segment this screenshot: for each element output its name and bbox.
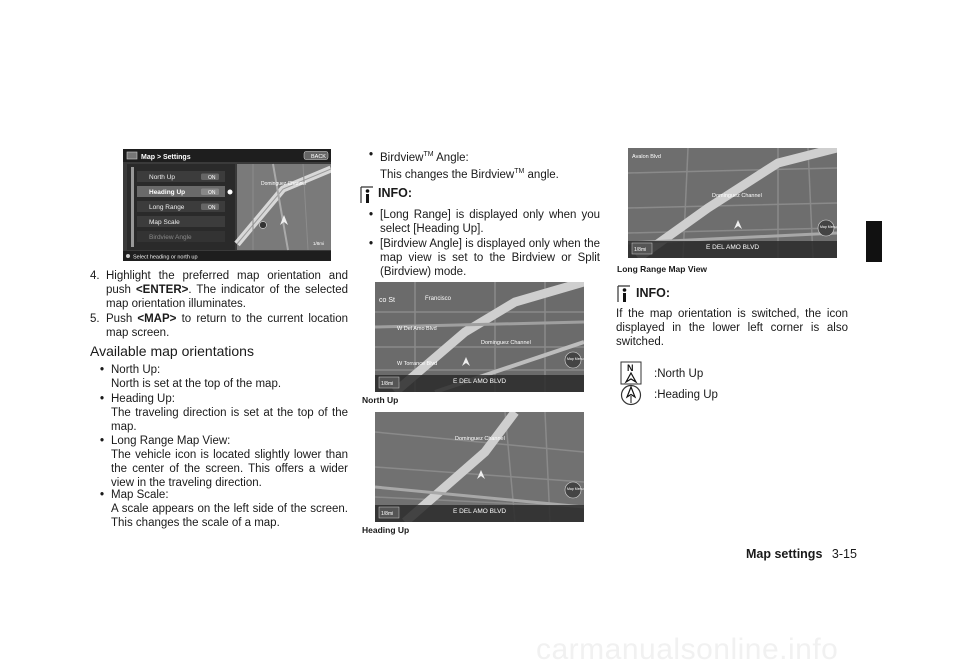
svg-text:Map Menu: Map Menu: [567, 357, 584, 361]
settings-title: Map > Settings: [141, 154, 191, 161]
chapter-tab: [866, 221, 882, 262]
info-bullet-2: • [Birdview Angle] is displayed only when the map view is set to the Birdview or Split (Birdview) mode.: [369, 238, 600, 278]
heading-up-map: [375, 412, 584, 522]
info-bullet-1: • [Long Range] is displayed only when you select [Heading Up].: [369, 209, 600, 235]
svg-text:Map Menu: Map Menu: [820, 225, 837, 229]
svg-text:N: N: [627, 363, 634, 373]
bullet-map-scale: • Map Scale: A scale appears on the left side of the screen. This changes the scale of a map.: [100, 489, 348, 529]
svg-text:1/8mi: 1/8mi: [634, 247, 647, 253]
svg-text:Dominguez Channel: Dominguez Channel: [481, 340, 531, 346]
menu-row-heading-up[interactable]: [137, 186, 233, 197]
svg-text:Map Menu: Map Menu: [567, 487, 584, 491]
bullet-north-up: • North Up: North is set at the top of the map.: [100, 364, 282, 390]
footer-section: Map settings: [746, 547, 823, 561]
svg-text:E DEL AMO BLVD: E DEL AMO BLVD: [706, 244, 760, 251]
section-heading: Available map orientations: [90, 343, 254, 359]
svg-text:Heading Up: Heading Up: [149, 189, 186, 196]
svg-text:E DEL AMO BLVD: E DEL AMO BLVD: [453, 508, 507, 515]
north-up-map: [375, 282, 584, 392]
svg-text:Dominguez Channel: Dominguez Channel: [455, 436, 505, 442]
info-icon-2: [617, 285, 631, 303]
heading-up-caption: Heading Up: [362, 525, 410, 535]
svg-text:ON: ON: [208, 175, 216, 181]
svg-text:Birdview Angle: Birdview Angle: [149, 234, 192, 241]
back-label: BACK: [311, 154, 326, 160]
svg-text:W Del Amo Blvd: W Del Amo Blvd: [397, 326, 437, 332]
svg-text:1/8mi: 1/8mi: [381, 381, 394, 387]
svg-text:Francisco: Francisco: [425, 296, 452, 302]
svg-text:ON: ON: [208, 190, 216, 196]
map-channel-label: Dominguez Channel: [261, 181, 307, 187]
footer: [746, 547, 857, 561]
svg-text:W Torrance Blvd: W Torrance Blvd: [397, 361, 438, 367]
bullet-birdview-angle: • Birdview™ Angle: This changes the Birdview™ angle.: [369, 149, 559, 181]
info-heading-2: INFO:: [636, 286, 671, 300]
svg-text:Long Range: Long Range: [149, 204, 185, 211]
long-range-map: [628, 148, 837, 258]
settings-screenshot: [123, 149, 331, 261]
map-scale-label: 1/8mi: [313, 241, 325, 246]
hint-text: Select heading or north up: [133, 254, 198, 261]
step-4: 4. Highlight the preferred map orientation and push <ENTER>. The indicator of the selected map orientation illuminates.: [90, 270, 348, 310]
north-up-caption: North Up: [362, 395, 399, 405]
menu-row-birdview-angle[interactable]: [137, 231, 225, 242]
watermark[interactable]: carmanualsonline.info: [536, 633, 839, 666]
info-icon: [360, 186, 374, 204]
info-text: If the map orientation is switched, the icon displayed in the lower left corner is also switched.: [616, 308, 848, 348]
bullet-long-range: • Long Range Map View: The vehicle icon is located slightly lower than the center of the screen. This offers a wider view in the traveling direction.: [100, 435, 348, 489]
heading-up-icon: [620, 384, 642, 406]
long-range-caption: Long Range Map View: [617, 264, 708, 274]
step-5: 5. Push <MAP> to return to the current location map screen.: [90, 313, 348, 339]
footer-page: 3-15: [831, 547, 857, 561]
menu-row-map-scale[interactable]: [137, 216, 225, 227]
menu-row-north-up[interactable]: [137, 171, 225, 182]
svg-text:co St: co St: [379, 297, 395, 304]
bullet-heading-up: • Heading Up: The traveling direction is set at the top of the map.: [100, 393, 348, 433]
menu-row-long-range[interactable]: [137, 201, 225, 212]
heading-up-icon-label: :Heading Up: [654, 389, 718, 401]
north-up-icon-label: :North Up: [654, 368, 704, 380]
svg-text:1/8mi: 1/8mi: [381, 511, 394, 517]
svg-text:Dominguez Channel: Dominguez Channel: [712, 193, 762, 199]
info-heading: INFO:: [378, 186, 413, 200]
svg-text:Map Scale: Map Scale: [149, 219, 180, 226]
svg-text:E DEL AMO BLVD: E DEL AMO BLVD: [453, 378, 507, 385]
north-up-icon: [620, 361, 642, 385]
svg-text:North Up: North Up: [149, 174, 176, 181]
svg-text:ON: ON: [208, 205, 216, 211]
svg-text:Avalon Blvd: Avalon Blvd: [632, 154, 661, 160]
